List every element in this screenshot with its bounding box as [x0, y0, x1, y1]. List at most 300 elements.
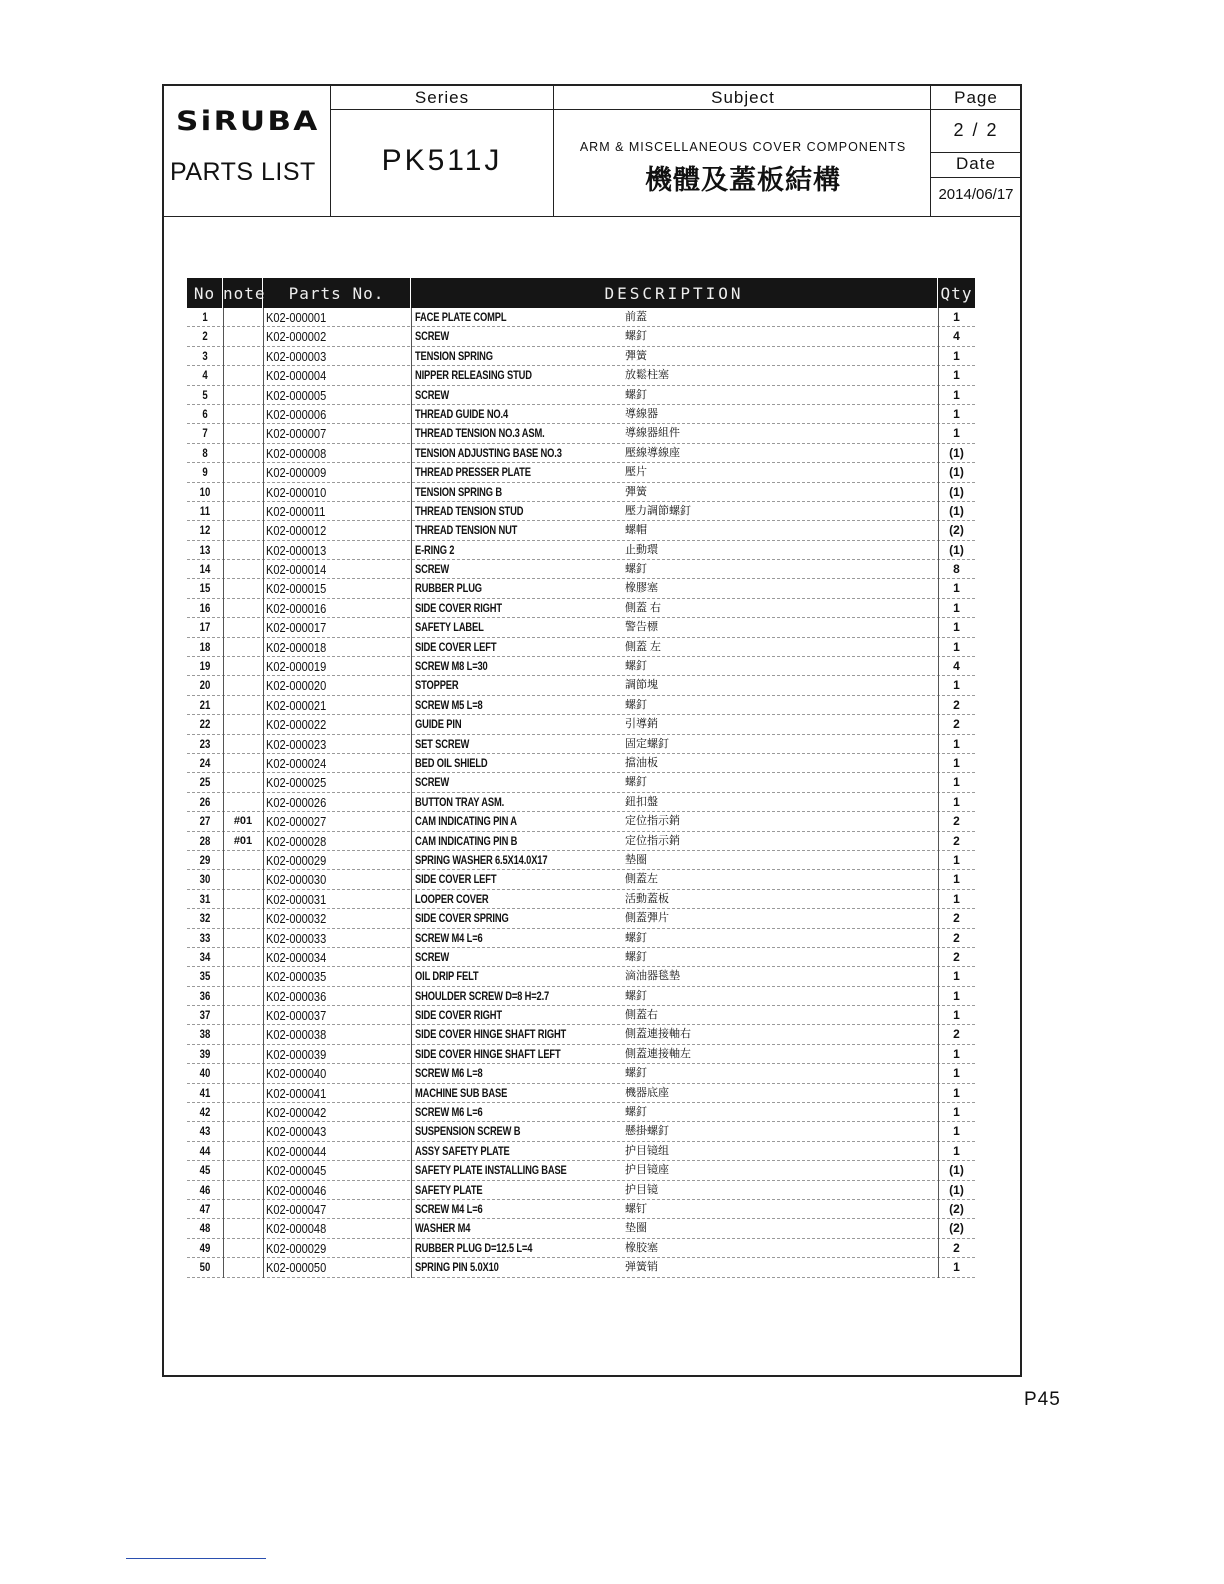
- row-description-chinese: 側蓋連接軸左: [625, 1047, 691, 1060]
- row-number: 11: [199, 503, 211, 518]
- column-header-description: DESCRIPTION: [411, 278, 938, 308]
- subject-chinese: 機體及蓋板結構: [645, 165, 841, 195]
- row-description: SPRING PIN 5.0X10: [415, 1260, 499, 1275]
- row-part-number: K02-000005: [266, 387, 327, 403]
- row-quantity: 1: [953, 969, 960, 984]
- row-quantity: 1: [953, 1124, 960, 1139]
- row-number: 46: [199, 1182, 211, 1197]
- row-description-chinese: 护目镜座: [625, 1164, 669, 1177]
- row-part-number: K02-000008: [266, 445, 327, 461]
- row-description-chinese: 定位指示銷: [625, 815, 680, 828]
- table-row: [187, 987, 975, 1006]
- header-rule: [330, 109, 1020, 110]
- header-rule: [930, 152, 1020, 153]
- row-description: SIDE COVER LEFT: [415, 639, 497, 654]
- row-description: SIDE COVER HINGE SHAFT LEFT: [415, 1046, 561, 1061]
- row-part-number: K02-000009: [266, 465, 327, 481]
- row-part-number: K02-000029: [266, 852, 327, 868]
- row-quantity: 1: [953, 1085, 960, 1100]
- row-quantity: 1: [953, 755, 960, 770]
- row-description-chinese: 螺釘: [625, 776, 647, 789]
- row-description: SUSPENSION SCREW B: [415, 1124, 521, 1139]
- row-part-number: K02-000045: [266, 1163, 327, 1179]
- row-part-number: K02-000037: [266, 1008, 327, 1024]
- row-description-chinese: 螺帽: [625, 524, 647, 537]
- table-row: [187, 502, 975, 521]
- row-part-number: K02-000046: [266, 1182, 327, 1198]
- row-description-chinese: 螺钉: [625, 1202, 647, 1215]
- row-description-chinese: 鈕扣盤: [625, 795, 658, 808]
- row-part-number: K02-000004: [266, 368, 327, 384]
- row-quantity: 1: [953, 891, 960, 906]
- row-description-chinese: 螺釘: [625, 660, 647, 673]
- row-quantity: 1: [953, 387, 960, 402]
- row-quantity: 4: [953, 329, 960, 344]
- row-number: 3: [202, 348, 208, 363]
- row-number: 34: [199, 949, 211, 964]
- table-row: [187, 870, 975, 889]
- row-description-chinese: 护目镜组: [625, 1144, 669, 1157]
- row-description-chinese: 螺釘: [625, 698, 647, 711]
- row-part-number: K02-000028: [266, 833, 327, 849]
- row-description-chinese: 壓片: [625, 466, 647, 479]
- row-part-number: K02-000016: [266, 600, 327, 616]
- row-quantity: 1: [953, 1143, 960, 1158]
- row-description-chinese: 彈簧: [625, 485, 647, 498]
- row-quantity: (1): [949, 542, 964, 557]
- brand-logo: SiRUBA: [176, 106, 320, 137]
- row-quantity: 1: [953, 1066, 960, 1081]
- row-quantity: (2): [949, 1201, 964, 1216]
- table-body: [187, 308, 975, 1278]
- row-number: 30: [199, 872, 211, 887]
- row-description-chinese: 螺釘: [625, 989, 647, 1002]
- header-rule: [930, 177, 1020, 178]
- row-description: ASSY SAFETY PLATE: [415, 1143, 510, 1158]
- row-description: RUBBER PLUG D=12.5 L=4: [415, 1240, 533, 1255]
- table-row: [187, 773, 975, 792]
- row-description: NIPPER RELEASING STUD: [415, 368, 532, 383]
- row-description: SCREW: [415, 387, 450, 402]
- row-quantity: (2): [949, 1221, 964, 1236]
- row-number: 18: [199, 639, 211, 654]
- row-number: 6: [202, 406, 208, 421]
- row-part-number: K02-000036: [266, 988, 327, 1004]
- row-number: 21: [199, 697, 211, 712]
- row-part-number: K02-000047: [266, 1201, 327, 1217]
- row-description: TENSION ADJUSTING BASE NO.3: [415, 445, 562, 460]
- row-number: 42: [199, 1105, 211, 1120]
- row-quantity: (1): [949, 1163, 964, 1178]
- row-number: 32: [199, 911, 211, 926]
- table-row: [187, 347, 975, 366]
- row-description-chinese: 墊圈: [625, 853, 647, 866]
- row-description: SCREW M6 L=6: [415, 1105, 483, 1120]
- row-quantity: 2: [953, 833, 960, 848]
- row-description-chinese: 彈簧: [625, 349, 647, 362]
- row-part-number: K02-000027: [266, 814, 327, 830]
- row-quantity: 1: [953, 600, 960, 615]
- row-number: 2: [202, 329, 208, 344]
- row-part-number: K02-000025: [266, 775, 327, 791]
- table-row: [187, 405, 975, 424]
- row-description-chinese: 橡膠塞: [625, 582, 658, 595]
- row-quantity: 1: [953, 1046, 960, 1061]
- row-description-chinese: 側蓋右: [625, 1009, 658, 1022]
- row-quantity: 1: [953, 581, 960, 596]
- row-number: 23: [199, 736, 211, 751]
- table-row: [187, 1103, 975, 1122]
- row-number: 22: [199, 717, 211, 732]
- row-number: 4: [202, 368, 208, 383]
- row-number: 35: [199, 969, 211, 984]
- table-row: [187, 1258, 975, 1277]
- row-part-number: K02-000030: [266, 872, 327, 888]
- column-header-qty: Qty: [940, 284, 973, 303]
- row-part-number: K02-000039: [266, 1046, 327, 1062]
- row-quantity: 2: [953, 717, 960, 732]
- row-part-number: K02-000031: [266, 891, 327, 907]
- table-row: [187, 754, 975, 773]
- row-number: 31: [199, 891, 211, 906]
- row-description: TENSION SPRING B: [415, 484, 502, 499]
- row-number: 17: [199, 620, 211, 635]
- table-row: [187, 929, 975, 948]
- row-quantity: 1: [953, 852, 960, 867]
- row-description-chinese: 弹簧销: [625, 1261, 658, 1274]
- row-description-chinese: 機器底座: [625, 1086, 669, 1099]
- table-row: [187, 967, 975, 986]
- row-description-chinese: 引導銷: [625, 718, 658, 731]
- subject-english: ARM & MISCELLANEOUS COVER COMPONENTS: [579, 140, 907, 154]
- row-description-chinese: 導線器組件: [625, 427, 680, 440]
- row-description: SCREW: [415, 329, 450, 344]
- parts-table: [187, 278, 975, 1278]
- row-part-number: K02-000029: [266, 1240, 327, 1256]
- row-part-number: K02-000002: [266, 329, 327, 345]
- row-part-number: K02-000017: [266, 620, 327, 636]
- page-value: 2 / 2: [953, 120, 999, 140]
- row-quantity: 1: [953, 310, 960, 324]
- row-description: TENSION SPRING: [415, 348, 493, 363]
- row-number: 48: [199, 1221, 211, 1236]
- row-description-chinese: 螺釘: [625, 388, 647, 401]
- table-row: [187, 1181, 975, 1200]
- row-number: 37: [199, 1008, 211, 1023]
- row-part-number: K02-000048: [266, 1221, 327, 1237]
- document-title: PARTS LIST: [170, 158, 316, 186]
- column-divider: [223, 308, 224, 1278]
- row-quantity: 1: [953, 426, 960, 441]
- table-row: [187, 812, 975, 831]
- column-header-parts-no: Parts No.: [263, 278, 411, 308]
- row-number: 38: [199, 1027, 211, 1042]
- table-row: [187, 948, 975, 967]
- table-row: [187, 327, 975, 346]
- column-divider: [938, 308, 939, 1278]
- row-number: 15: [199, 581, 211, 596]
- row-part-number: K02-000038: [266, 1027, 327, 1043]
- row-part-number: K02-000024: [266, 755, 327, 771]
- table-row: [187, 599, 975, 618]
- row-number: 9: [202, 465, 208, 480]
- row-quantity: (1): [949, 484, 964, 499]
- row-description-chinese: 固定螺釘: [625, 737, 669, 750]
- table-row: [187, 366, 975, 385]
- row-part-number: K02-000003: [266, 348, 327, 364]
- row-quantity: 8: [953, 562, 960, 577]
- row-description: CAM INDICATING PIN A: [415, 814, 517, 829]
- row-quantity: (2): [949, 523, 964, 538]
- row-description: SCREW M4 L=6: [415, 1201, 483, 1216]
- subject-label: Subject: [711, 88, 775, 107]
- row-description-chinese: 擋油板: [625, 756, 658, 769]
- row-description-chinese: 側蓋連接軸右: [625, 1028, 691, 1041]
- table-row: [187, 793, 975, 812]
- table-row: [187, 1161, 975, 1180]
- row-quantity: 1: [953, 736, 960, 751]
- table-row: [187, 463, 975, 482]
- table-row: [187, 676, 975, 695]
- row-quantity: 1: [953, 1260, 960, 1275]
- row-quantity: 2: [953, 911, 960, 926]
- header-divider: [553, 86, 554, 216]
- row-number: 7: [202, 426, 208, 441]
- row-description: SCREW: [415, 562, 450, 577]
- row-number: 13: [199, 542, 211, 557]
- row-quantity: 1: [953, 1008, 960, 1023]
- row-description: WASHER M4: [415, 1221, 471, 1236]
- table-row: [187, 1219, 975, 1238]
- row-description: SCREW M6 L=8: [415, 1066, 483, 1081]
- table-row: [187, 444, 975, 463]
- row-description-chinese: 壓線導線座: [625, 446, 680, 459]
- row-part-number: K02-000014: [266, 562, 327, 578]
- row-description-chinese: 側蓋左: [625, 873, 658, 886]
- row-number: 43: [199, 1124, 211, 1139]
- table-row: [187, 618, 975, 637]
- row-description-chinese: 螺釘: [625, 563, 647, 576]
- row-number: 47: [199, 1201, 211, 1216]
- date-label: Date: [956, 154, 996, 173]
- table-row: [187, 1025, 975, 1044]
- row-number: 12: [199, 523, 211, 538]
- row-part-number: K02-000034: [266, 949, 327, 965]
- table-row: [187, 483, 975, 502]
- row-description-chinese: 活動蓋板: [625, 892, 669, 905]
- row-description: SIDE COVER RIGHT: [415, 600, 502, 615]
- table-row: [187, 521, 975, 540]
- row-description-chinese: 螺釘: [625, 1106, 647, 1119]
- row-part-number: K02-000042: [266, 1105, 327, 1121]
- document-header: [164, 86, 1020, 217]
- row-number: 33: [199, 930, 211, 945]
- row-part-number: K02-000013: [266, 542, 327, 558]
- table-row: [187, 735, 975, 754]
- row-description: SHOULDER SCREW D=8 H=2.7: [415, 988, 550, 1003]
- table-row: [187, 1064, 975, 1083]
- table-row: [187, 832, 975, 851]
- row-description-chinese: 壓力調節螺釘: [625, 504, 691, 517]
- row-description-chinese: 护目镜: [625, 1183, 658, 1196]
- column-header-note: note: [223, 278, 263, 308]
- row-description: SAFETY PLATE INSTALLING BASE: [415, 1163, 567, 1178]
- table-row: [187, 657, 975, 676]
- row-quantity: (1): [949, 1182, 964, 1197]
- row-quantity: 1: [953, 639, 960, 654]
- row-number: 44: [199, 1143, 211, 1158]
- row-quantity: 1: [953, 406, 960, 421]
- row-quantity: 1: [953, 368, 960, 383]
- row-quantity: 1: [953, 775, 960, 790]
- row-description: THREAD TENSION NUT: [415, 523, 518, 538]
- row-number: 26: [199, 794, 211, 809]
- page-label: Page: [954, 88, 998, 107]
- row-description: SAFETY LABEL: [415, 620, 484, 635]
- table-row: [187, 696, 975, 715]
- row-quantity: 2: [953, 1240, 960, 1255]
- date-value: 2014/06/17: [938, 186, 1014, 203]
- row-description: FACE PLATE COMPL: [415, 310, 507, 324]
- row-description: SCREW: [415, 949, 450, 964]
- row-part-number: K02-000041: [266, 1085, 327, 1101]
- row-part-number: K02-000018: [266, 639, 327, 655]
- row-number: 28: [199, 833, 211, 848]
- table-row: [187, 1122, 975, 1141]
- header-divider: [330, 86, 331, 216]
- row-description: SCREW M5 L=8: [415, 697, 483, 712]
- row-number: 5: [202, 387, 208, 402]
- row-part-number: K02-000022: [266, 717, 327, 733]
- row-description: OIL DRIP FELT: [415, 969, 479, 984]
- row-number: 25: [199, 775, 211, 790]
- row-number: 45: [199, 1163, 211, 1178]
- row-part-number: K02-000010: [266, 484, 327, 500]
- row-part-number: K02-000044: [266, 1143, 327, 1159]
- row-part-number: K02-000019: [266, 659, 327, 675]
- row-part-number: K02-000035: [266, 969, 327, 985]
- footer-rule: [126, 1558, 266, 1559]
- row-description-chinese: 警告標: [625, 621, 658, 634]
- row-description-chinese: 止動環: [625, 543, 658, 556]
- row-description: THREAD TENSION NO.3 ASM.: [415, 426, 545, 441]
- column-divider: [411, 308, 412, 1278]
- row-description-chinese: 螺釘: [625, 330, 647, 343]
- table-row: [187, 386, 975, 405]
- row-description-chinese: 滴油器毯墊: [625, 970, 680, 983]
- row-description: SIDE COVER SPRING: [415, 911, 509, 926]
- row-part-number: K02-000015: [266, 581, 327, 597]
- table-row: [187, 1045, 975, 1064]
- row-number: 1: [202, 310, 208, 324]
- row-description-chinese: 調節塊: [625, 679, 658, 692]
- row-description: SET SCREW: [415, 736, 470, 751]
- row-number: 39: [199, 1046, 211, 1061]
- row-description: SIDE COVER RIGHT: [415, 1008, 502, 1023]
- row-description-chinese: 定位指示銷: [625, 834, 680, 847]
- row-part-number: K02-000021: [266, 697, 327, 713]
- row-description: THREAD PRESSER PLATE: [415, 465, 531, 480]
- row-description-chinese: 側蓋 右: [625, 601, 662, 614]
- row-description: SCREW: [415, 775, 450, 790]
- row-description-chinese: 螺釘: [625, 950, 647, 963]
- series-value: PK511J: [381, 144, 503, 177]
- row-description-chinese: 前蓋: [625, 311, 647, 323]
- row-part-number: K02-000001: [266, 310, 327, 325]
- row-description: RUBBER PLUG: [415, 581, 482, 596]
- series-label: Series: [414, 88, 470, 107]
- row-quantity: 2: [953, 697, 960, 712]
- row-number: 27: [199, 814, 211, 829]
- row-part-number: K02-000023: [266, 736, 327, 752]
- row-number: 19: [199, 659, 211, 674]
- row-quantity: 1: [953, 872, 960, 887]
- table-row: [187, 1239, 975, 1258]
- row-number: 49: [199, 1240, 211, 1255]
- row-description-chinese: 螺釘: [625, 931, 647, 944]
- row-quantity: (1): [949, 465, 964, 480]
- table-row: [187, 560, 975, 579]
- row-quantity: 1: [953, 348, 960, 363]
- page-number: P45: [1024, 1389, 1061, 1410]
- row-quantity: 1: [953, 794, 960, 809]
- row-quantity: (1): [949, 503, 964, 518]
- row-description: THREAD TENSION STUD: [415, 503, 524, 518]
- table-row: [187, 579, 975, 598]
- row-quantity: 2: [953, 949, 960, 964]
- row-number: 40: [199, 1066, 211, 1081]
- table-row: [187, 1006, 975, 1025]
- row-description: SIDE COVER LEFT: [415, 872, 497, 887]
- row-description-chinese: 側蓋 左: [625, 640, 662, 653]
- row-number: 36: [199, 988, 211, 1003]
- row-part-number: K02-000026: [266, 794, 327, 810]
- row-description-chinese: 懸掛螺釘: [625, 1125, 669, 1138]
- row-description: SCREW M8 L=30: [415, 659, 488, 674]
- row-part-number: K02-000007: [266, 426, 327, 442]
- table-row: [187, 638, 975, 657]
- row-description: CAM INDICATING PIN B: [415, 833, 518, 848]
- row-number: 14: [199, 562, 211, 577]
- row-quantity: (1): [949, 445, 964, 460]
- row-description: SPRING WASHER 6.5X14.0X17: [415, 852, 548, 867]
- row-number: 8: [202, 445, 208, 460]
- row-description: SAFETY PLATE: [415, 1182, 483, 1197]
- row-description: SIDE COVER HINGE SHAFT RIGHT: [415, 1027, 567, 1042]
- row-description: GUIDE PIN: [415, 717, 462, 732]
- row-part-number: K02-000020: [266, 678, 327, 694]
- row-description: LOOPER COVER: [415, 891, 489, 906]
- row-description: BED OIL SHIELD: [415, 755, 488, 770]
- table-row: [187, 1200, 975, 1219]
- row-part-number: K02-000043: [266, 1124, 327, 1140]
- row-number: 20: [199, 678, 211, 693]
- row-description-chinese: 放鬆柱塞: [625, 369, 669, 382]
- row-part-number: K02-000012: [266, 523, 327, 539]
- row-description: SCREW M4 L=6: [415, 930, 483, 945]
- row-note: #01: [233, 834, 253, 847]
- table-header: [187, 278, 975, 308]
- row-number: 41: [199, 1085, 211, 1100]
- row-part-number: K02-000011: [266, 503, 326, 519]
- table-row: [187, 890, 975, 909]
- table-row: [187, 308, 975, 327]
- table-row: [187, 851, 975, 870]
- row-quantity: 1: [953, 988, 960, 1003]
- row-quantity: 1: [953, 620, 960, 635]
- row-description: MACHINE SUB BASE: [415, 1085, 508, 1100]
- table-row: [187, 1084, 975, 1103]
